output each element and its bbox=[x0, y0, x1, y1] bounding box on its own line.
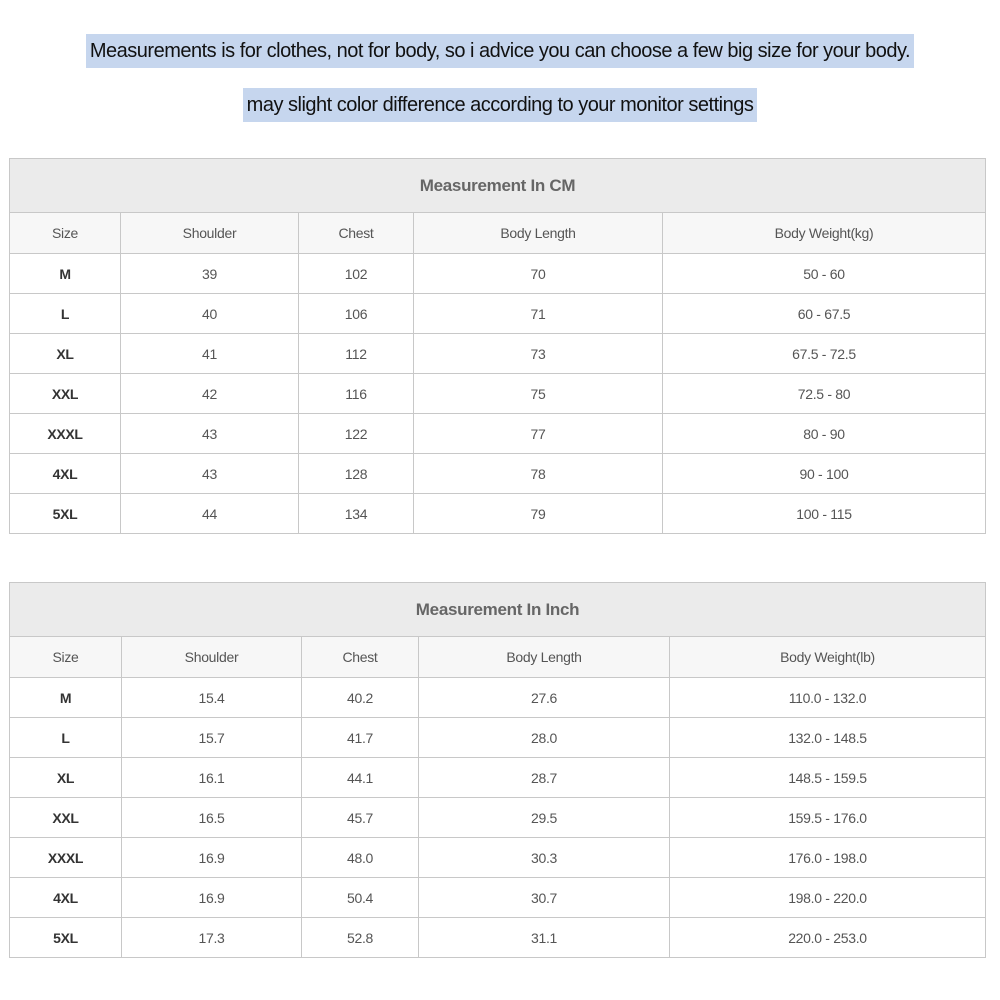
column-header-text: Size bbox=[51, 225, 79, 241]
table-cell bbox=[122, 678, 302, 718]
notice-text-1: Measurements is for clothes, not for body, so i advice you can choose a few big size for your body. bbox=[86, 34, 914, 68]
table-header-row bbox=[10, 213, 986, 254]
table-cell bbox=[302, 838, 419, 878]
column-header bbox=[121, 213, 299, 254]
cell-text: 67.5 - 72.5 bbox=[792, 345, 856, 362]
column-header-text: Body Length bbox=[500, 225, 576, 241]
cell-text: 116 bbox=[345, 385, 367, 402]
table-row bbox=[10, 374, 986, 414]
cell-text: 4XL bbox=[52, 465, 78, 482]
cell-text: 29.5 bbox=[530, 809, 558, 826]
table-cell bbox=[122, 918, 302, 958]
table-cell bbox=[121, 454, 299, 494]
cell-text: 45.7 bbox=[346, 809, 374, 826]
table-cell bbox=[414, 254, 663, 294]
cell-text: 73 bbox=[530, 345, 546, 362]
table-cell bbox=[122, 798, 302, 838]
column-header-text: Shoulder bbox=[182, 225, 237, 241]
table-title bbox=[10, 159, 986, 213]
table-cell bbox=[302, 798, 419, 838]
table-cell bbox=[670, 798, 986, 838]
table-row bbox=[10, 798, 986, 838]
table-cell bbox=[10, 254, 121, 294]
table-cell bbox=[663, 254, 986, 294]
cell-text: 132.0 - 148.5 bbox=[788, 729, 867, 746]
cell-text: XXL bbox=[52, 809, 79, 826]
cell-text: 60 - 67.5 bbox=[797, 305, 851, 322]
cell-text: 102 bbox=[344, 265, 368, 282]
table-cell bbox=[10, 678, 122, 718]
cell-text: 41 bbox=[202, 345, 217, 362]
cell-text: XXXL bbox=[47, 425, 83, 442]
table-row bbox=[10, 918, 986, 958]
table-row bbox=[10, 334, 986, 374]
table-cell bbox=[10, 374, 121, 414]
cell-text: 78 bbox=[530, 465, 546, 482]
cell-text: 79 bbox=[530, 505, 546, 522]
table-cell bbox=[122, 838, 302, 878]
table-cell bbox=[419, 918, 670, 958]
table-cell bbox=[299, 414, 414, 454]
column-header bbox=[302, 637, 419, 678]
table-cell bbox=[670, 918, 986, 958]
table-cell bbox=[414, 334, 663, 374]
cell-text: 220.0 - 253.0 bbox=[788, 929, 867, 946]
table-cell bbox=[663, 494, 986, 534]
column-header-text: Body Weight(kg) bbox=[774, 225, 874, 241]
cell-text: 52.8 bbox=[346, 929, 374, 946]
cell-text: 75 bbox=[530, 385, 546, 402]
cell-text: M bbox=[59, 265, 71, 282]
cell-text: XXL bbox=[51, 385, 79, 402]
cell-text: 44.1 bbox=[346, 769, 374, 786]
cell-text: XL bbox=[56, 345, 74, 362]
notice-line-1 bbox=[20, 28, 980, 74]
table-cell bbox=[10, 758, 122, 798]
cell-text: 50.4 bbox=[346, 889, 374, 906]
notice-text-2: may slight color difference according to your monitor settings bbox=[243, 88, 758, 122]
table-row bbox=[10, 494, 986, 534]
cell-text: 15.4 bbox=[198, 689, 225, 706]
table-cell bbox=[299, 454, 414, 494]
table-title bbox=[10, 583, 986, 637]
column-header bbox=[663, 213, 986, 254]
cell-text: 90 - 100 bbox=[799, 465, 849, 482]
cell-text: 72.5 - 80 bbox=[797, 385, 851, 402]
cell-text: 5XL bbox=[52, 505, 78, 522]
table-cell bbox=[302, 678, 419, 718]
table-row bbox=[10, 254, 986, 294]
table-cell bbox=[10, 918, 122, 958]
table-cell bbox=[663, 454, 986, 494]
table-cell bbox=[10, 878, 122, 918]
table-cell bbox=[10, 334, 121, 374]
table-cell bbox=[121, 374, 299, 414]
column-header bbox=[299, 213, 414, 254]
table-cell bbox=[414, 414, 663, 454]
table-cell bbox=[414, 294, 663, 334]
table-cell bbox=[414, 454, 663, 494]
cell-text: 5XL bbox=[53, 929, 78, 946]
cell-text: 4XL bbox=[53, 889, 78, 906]
cell-text: 28.0 bbox=[530, 729, 558, 746]
table-cell bbox=[414, 374, 663, 414]
table-title-text: Measurement In Inch bbox=[415, 599, 580, 619]
cell-text: 16.1 bbox=[198, 769, 225, 786]
cell-text: 40.2 bbox=[346, 689, 374, 706]
table-cell bbox=[419, 678, 670, 718]
cell-text: 40 bbox=[202, 305, 217, 322]
cell-text: 15.7 bbox=[198, 729, 225, 746]
table-cell bbox=[10, 798, 122, 838]
table-cell bbox=[419, 758, 670, 798]
cell-text: 198.0 - 220.0 bbox=[788, 889, 867, 906]
table-row bbox=[10, 294, 986, 334]
cell-text: 80 - 90 bbox=[803, 425, 845, 442]
table-cell bbox=[302, 758, 419, 798]
table-cell bbox=[302, 918, 419, 958]
size-table-cm bbox=[9, 158, 986, 534]
table-row bbox=[10, 454, 986, 494]
column-header-text: Chest bbox=[338, 225, 374, 241]
cell-text: XXXL bbox=[47, 849, 84, 866]
cell-text: 100 - 115 bbox=[796, 505, 852, 522]
table-cell bbox=[670, 758, 986, 798]
table-cell bbox=[670, 678, 986, 718]
cell-text: 122 bbox=[344, 425, 368, 442]
table-cell bbox=[299, 294, 414, 334]
table-cell bbox=[121, 294, 299, 334]
table-title-row bbox=[10, 159, 986, 213]
notice-line-2 bbox=[20, 82, 980, 128]
cell-text: 41.7 bbox=[346, 729, 374, 746]
table-title-text: Measurement In CM bbox=[419, 175, 576, 195]
table-cell bbox=[302, 718, 419, 758]
table-cell bbox=[419, 878, 670, 918]
cell-text: 31.1 bbox=[530, 929, 558, 946]
column-header bbox=[122, 637, 302, 678]
table-cell bbox=[299, 374, 414, 414]
table-cell bbox=[419, 718, 670, 758]
table-cell bbox=[419, 838, 670, 878]
cell-text: 44 bbox=[202, 505, 217, 522]
table-cell bbox=[10, 718, 122, 758]
table-cell bbox=[663, 414, 986, 454]
cell-text: 30.3 bbox=[530, 849, 558, 866]
cell-text: 70 bbox=[530, 265, 546, 282]
table-row bbox=[10, 878, 986, 918]
table-cell bbox=[10, 454, 121, 494]
table-header-row bbox=[10, 637, 986, 678]
table-cell bbox=[299, 254, 414, 294]
table-cell bbox=[663, 374, 986, 414]
table-cell bbox=[419, 798, 670, 838]
table-cell bbox=[10, 414, 121, 454]
cell-text: 39 bbox=[202, 265, 217, 282]
table-cell bbox=[663, 334, 986, 374]
cell-text: 16.5 bbox=[198, 809, 225, 826]
table-row bbox=[10, 758, 986, 798]
table-cell bbox=[122, 878, 302, 918]
cell-text: 77 bbox=[530, 425, 546, 442]
cell-text: 28.7 bbox=[530, 769, 558, 786]
table-cell bbox=[121, 334, 299, 374]
table-cell bbox=[663, 294, 986, 334]
cell-text: 16.9 bbox=[198, 889, 225, 906]
column-header-text: Body Length bbox=[506, 649, 582, 665]
cell-text: 176.0 - 198.0 bbox=[788, 849, 867, 866]
cell-text: M bbox=[59, 689, 72, 706]
cell-text: 110.0 - 132.0 bbox=[788, 689, 867, 706]
cell-text: L bbox=[60, 305, 70, 322]
table-row bbox=[10, 678, 986, 718]
table-cell bbox=[10, 838, 122, 878]
table-cell bbox=[299, 494, 414, 534]
table-cell bbox=[414, 494, 663, 534]
table-cell bbox=[121, 494, 299, 534]
table-cell bbox=[121, 414, 299, 454]
table-cell bbox=[670, 878, 986, 918]
table-cell bbox=[670, 718, 986, 758]
size-table-inch bbox=[9, 582, 986, 958]
table-cell bbox=[299, 334, 414, 374]
cell-text: 30.7 bbox=[530, 889, 558, 906]
table-title-row bbox=[10, 583, 986, 637]
column-header bbox=[10, 637, 122, 678]
column-header-text: Shoulder bbox=[184, 649, 239, 665]
cell-text: 159.5 - 176.0 bbox=[788, 809, 867, 826]
cell-text: 112 bbox=[345, 345, 367, 362]
cell-text: 71 bbox=[530, 305, 546, 322]
column-header bbox=[414, 213, 663, 254]
table-cell bbox=[302, 878, 419, 918]
cell-text: 42 bbox=[202, 385, 217, 402]
cell-text: 148.5 - 159.5 bbox=[788, 769, 867, 786]
table-cell bbox=[122, 758, 302, 798]
cell-text: 43 bbox=[202, 465, 217, 482]
cell-text: 16.9 bbox=[198, 849, 225, 866]
table-cell bbox=[670, 838, 986, 878]
column-header-text: Chest bbox=[342, 649, 378, 665]
cell-text: XL bbox=[56, 769, 75, 786]
cell-text: 106 bbox=[344, 305, 368, 322]
table-row bbox=[10, 718, 986, 758]
cell-text: L bbox=[61, 729, 70, 746]
table-cell bbox=[122, 718, 302, 758]
column-header bbox=[419, 637, 670, 678]
cell-text: 134 bbox=[344, 505, 368, 522]
cell-text: 17.3 bbox=[198, 929, 225, 946]
cell-text: 27.6 bbox=[530, 689, 558, 706]
column-header-text: Size bbox=[52, 649, 79, 665]
cell-text: 43 bbox=[202, 425, 217, 442]
column-header-text: Body Weight(lb) bbox=[780, 649, 875, 665]
column-header bbox=[670, 637, 986, 678]
table-cell bbox=[10, 494, 121, 534]
table-cell bbox=[10, 294, 121, 334]
cell-text: 48.0 bbox=[346, 849, 374, 866]
cell-text: 128 bbox=[344, 465, 368, 482]
table-cell bbox=[121, 254, 299, 294]
cell-text: 50 - 60 bbox=[803, 265, 845, 282]
table-row bbox=[10, 414, 986, 454]
table-row bbox=[10, 838, 986, 878]
column-header bbox=[10, 213, 121, 254]
